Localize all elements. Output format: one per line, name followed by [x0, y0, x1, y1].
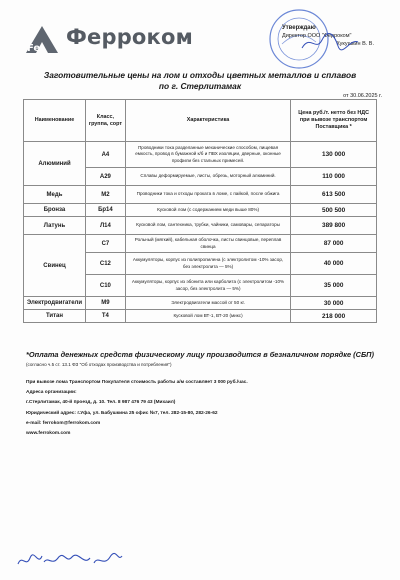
desc-cell: Кусковой лом (с содержанием меди выше 80%) — [125, 204, 290, 217]
category-cell: Бронза — [24, 204, 86, 217]
code-cell: М9 — [85, 297, 125, 310]
header-price: Цена руб./т. нетто без НДС при вывозе транспортом Поставщика * — [291, 100, 377, 142]
logo-letters: Fe — [27, 43, 41, 54]
price-cell: 40 000 — [291, 253, 377, 275]
code-cell: Т4 — [85, 310, 125, 323]
desc-cell: Проводники тока разделанные механические способом, пищевая емкость, провод в бумажной к/б и ПВХ изоляции, дверные, оконные профили без стальных примесей. — [125, 142, 290, 168]
addresses-heading: Адреса организации: — [26, 390, 77, 396]
header-class: Класс, группа, сорт — [85, 100, 125, 142]
website-line: www.ferrokom.com — [26, 431, 71, 437]
price-cell: 389 800 — [291, 217, 377, 235]
code-cell: С7 — [85, 235, 125, 253]
code-cell: Л14 — [85, 217, 125, 235]
category-cell: Свинец — [24, 235, 86, 297]
desc-cell: Рольный (мягкий), кабельная оболочка, листы свинцовые, переплав свинца — [125, 235, 290, 253]
ferrokom-logo — [24, 22, 204, 56]
category-cell: Медь — [24, 186, 86, 204]
document-date: от 30.06.2025 г. — [343, 93, 382, 99]
category-cell: Электродвигатели — [24, 297, 86, 310]
price-cell: 500 500 — [291, 204, 377, 217]
legal-address-line: Юридический адрес: г.Уфа, ул. Бабушкина 25 офис №7, тел. 282-15-80, 282-26-62 — [26, 410, 218, 416]
desc-cell: Электродвигатели массой от 50 кг. — [125, 297, 290, 310]
title-line-1: Заготовительные цены на лом и отходы цветных металлов и сплавов — [43, 70, 357, 80]
price-cell: 110 000 — [291, 168, 377, 186]
table-row — [24, 204, 377, 217]
price-cell: 218 000 — [291, 310, 377, 323]
payment-note-law: (согласно ч.5 ст. 13.1 ФЗ "Об отходах производства и потребления") — [26, 362, 172, 367]
code-cell: С10 — [85, 275, 125, 297]
desc-cell: Кусковой лом ВТ-1, ВТ-20 (микс) — [125, 310, 290, 323]
price-cell: 613 500 — [291, 186, 377, 204]
table-row — [24, 310, 377, 323]
desc-cell: Сплавы деформируемые, листы, обрезь, моторный алюминий. — [125, 168, 290, 186]
header-desc: Характеристика — [125, 100, 290, 142]
desc-cell: Аккумуляторы, корпус из эбонита или карболита (с электролитом -10% засор, без электролита — 5%) — [125, 275, 290, 297]
desc-cell: Кусковой лом, сантехника, трубки, чайники, самовары, сепараторы — [125, 217, 290, 235]
desc-cell: Аккумуляторы, корпус из полипропилена (с электролитом -10% засор, без электролита — 5%) — [125, 253, 290, 275]
table-row — [24, 142, 377, 168]
handwritten-signature — [14, 548, 124, 572]
approval-position: Директор ООО "Ферроком" — [282, 33, 352, 39]
price-cell: 87 000 — [291, 235, 377, 253]
transport-cost-line: При вывозе лома Транспортом Покупателя стоимость работы а/м составляет 3 000 руб./час. — [26, 380, 248, 385]
contact-info — [26, 378, 376, 439]
code-cell: А29 — [85, 168, 125, 186]
table-row — [24, 186, 377, 204]
logo-mark-icon — [24, 24, 60, 54]
payment-note: *Оплата денежных средств физическому лицу производится в безналичном порядке (СБП) — [26, 350, 374, 359]
price-table — [23, 99, 377, 323]
approval-name: Кукушкин В. В. — [336, 41, 374, 47]
price-cell: 130 000 — [291, 142, 377, 168]
approval-label: Утверждаю — [282, 25, 316, 31]
category-cell: Латунь — [24, 217, 86, 235]
header-name: Наименование — [24, 100, 86, 142]
address-line: г.Стерлитамак, 40-й проезд, д. 10. Тел. 8 987 476 79 43 (Михаил) — [26, 400, 176, 406]
table-row — [24, 235, 377, 253]
code-cell: М2 — [85, 186, 125, 204]
desc-cell: Проводники тока и отходы проката в ломе, с пайкой, после обжига — [125, 186, 290, 204]
email-line: e-mail: ferrokom@ferrokom.com — [26, 420, 101, 426]
code-cell: С12 — [85, 253, 125, 275]
director-signature — [300, 30, 360, 56]
table-row — [24, 297, 377, 310]
company-name: Феррокoм — [66, 25, 194, 49]
code-cell: А4 — [85, 142, 125, 168]
price-cell: 30 000 — [291, 297, 377, 310]
category-cell: Титан — [24, 310, 86, 323]
price-cell: 35 000 — [291, 275, 377, 297]
category-cell: Алюминий — [24, 142, 86, 186]
code-cell: Бр14 — [85, 204, 125, 217]
title-line-2: по г. Стерлитамак — [158, 81, 242, 91]
document-title — [20, 70, 380, 92]
table-row — [24, 217, 377, 235]
